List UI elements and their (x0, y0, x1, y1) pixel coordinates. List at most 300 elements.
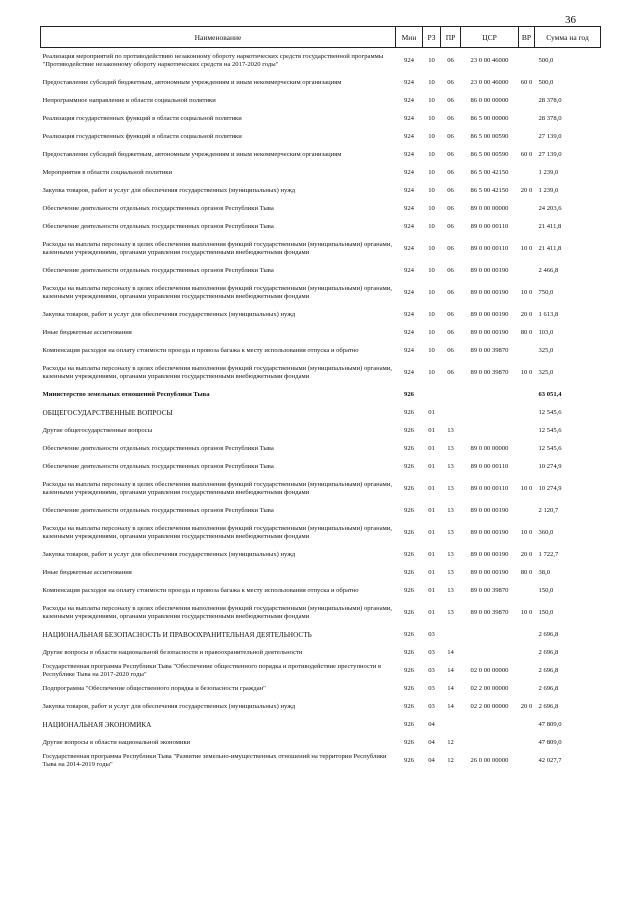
cell-pr: 06 (447, 329, 454, 336)
cell-vr (519, 626, 535, 644)
table-row (41, 734, 601, 752)
cell-rz: 10 (428, 205, 435, 212)
cell-vr: 10 0 (520, 245, 533, 252)
table-row (41, 280, 601, 306)
cell-csr: 86 5 00 00000 (470, 115, 509, 122)
cell-pr: 06 (447, 57, 454, 64)
cell-rz: 10 (428, 289, 435, 296)
cell-sum: 63 051,4 (538, 391, 562, 398)
cell-min: 926 (404, 485, 414, 492)
cell-vr (519, 128, 535, 146)
cell-vr: 20 0 (520, 551, 533, 558)
header-rz: РЗ (423, 27, 441, 48)
cell-name: Другие вопросы в области национальной экономики (42, 739, 191, 746)
cell-rz: 10 (428, 329, 435, 336)
cell-csr (461, 404, 519, 422)
cell-vr: 10 0 (520, 529, 533, 536)
cell-name: НАЦИОНАЛЬНАЯ ЭКОНОМИКА (42, 721, 152, 729)
table-row (41, 680, 601, 698)
cell-min: 924 (404, 97, 414, 104)
table-row (41, 476, 601, 502)
cell-pr: 06 (447, 289, 454, 296)
cell-pr: 14 (447, 667, 454, 674)
cell-name: Мероприятия в области социальной политики (42, 169, 172, 176)
cell-csr: 86 5 00 42150 (470, 169, 509, 176)
cell-name: Другие вопросы в области национальной безопасности и правоохранительной деятельности (42, 649, 303, 656)
table-row (41, 342, 601, 360)
cell-csr: 89 0 00 39870 (470, 587, 509, 594)
table-body (41, 48, 601, 771)
cell-rz: 10 (428, 97, 435, 104)
cell-pr: 13 (447, 609, 454, 616)
cell-pr: 06 (447, 169, 454, 176)
cell-min: 926 (404, 569, 414, 576)
cell-name: Закупка товаров, работ и услуг для обеспечения государственных (муниципальных) нужд (42, 551, 296, 558)
cell-sum: 150,0 (538, 609, 554, 616)
cell-csr (461, 716, 519, 734)
cell-vr (519, 92, 535, 110)
cell-name: Другие общегосударственные вопросы (42, 427, 153, 434)
cell-min: 926 (404, 667, 414, 674)
cell-sum: 750,0 (538, 289, 554, 296)
cell-csr: 89 0 00 00110 (470, 223, 509, 230)
table-row (41, 324, 601, 342)
cell-pr: 14 (447, 703, 454, 710)
cell-min: 924 (404, 205, 414, 212)
table-row (41, 218, 601, 236)
cell-sum: 325,0 (538, 347, 554, 354)
cell-pr: 14 (447, 685, 454, 692)
cell-name: Расходы на выплаты персоналу в целях обеспечения выполнения функций государственными (муниципальными) органами, казенными учреждениями, органами управления государственными внебюджетными фондами (42, 605, 392, 620)
table-row (41, 386, 601, 404)
cell-name: Предоставление субсидий бюджетным, автономным учреждениям и иным некоммерческим организациям (42, 79, 342, 86)
cell-sum: 38,0 (538, 569, 551, 576)
cell-sum: 21 411,8 (538, 245, 562, 252)
cell-vr: 10 0 (520, 609, 533, 616)
cell-sum: 10 274,9 (538, 463, 562, 470)
cell-name: Обеспечение деятельности отдельных государственных органов Республики Тыва (42, 445, 274, 452)
cell-pr: 06 (447, 133, 454, 140)
cell-sum: 2 696,8 (538, 685, 559, 692)
cell-csr: 02 2 00 00000 (470, 685, 509, 692)
cell-min: 924 (404, 169, 414, 176)
table-row (41, 546, 601, 564)
cell-vr (519, 110, 535, 128)
cell-pr: 13 (447, 463, 454, 470)
cell-vr: 60 0 (520, 151, 533, 158)
header-sum: Сумма на год (535, 27, 601, 48)
cell-csr: 89 0 00 00190 (470, 329, 509, 336)
cell-sum: 12 545,6 (538, 427, 562, 434)
cell-rz: 04 (428, 739, 435, 746)
cell-vr: 10 0 (520, 369, 533, 376)
cell-pr: 06 (447, 347, 454, 354)
cell-pr: 13 (447, 569, 454, 576)
cell-min: 926 (404, 587, 414, 594)
cell-pr: 06 (447, 223, 454, 230)
cell-pr: 06 (447, 151, 454, 158)
cell-vr: 80 0 (520, 329, 533, 336)
table-row (41, 422, 601, 440)
cell-pr: 06 (447, 369, 454, 376)
cell-rz: 01 (428, 569, 435, 576)
cell-sum: 103,0 (538, 329, 554, 336)
cell-min: 926 (404, 631, 414, 638)
cell-sum: 2 696,8 (538, 667, 559, 674)
cell-rz: 01 (428, 485, 435, 492)
cell-csr (461, 644, 519, 662)
table-row (41, 200, 601, 218)
cell-vr (519, 164, 535, 182)
cell-vr (519, 734, 535, 752)
cell-vr: 80 0 (520, 569, 533, 576)
header-name: Наименование (41, 27, 396, 48)
budget-table (40, 26, 601, 770)
cell-vr (519, 644, 535, 662)
cell-min: 926 (404, 409, 414, 416)
cell-vr (519, 422, 535, 440)
table-row (41, 404, 601, 422)
cell-rz (423, 386, 441, 404)
cell-name: Иные бюджетные ассигнования (42, 329, 132, 336)
cell-sum: 27 139,0 (538, 133, 562, 140)
cell-min: 924 (404, 79, 414, 86)
cell-min: 926 (404, 649, 414, 656)
cell-min: 926 (404, 445, 414, 452)
cell-csr: 89 0 00 00110 (470, 485, 509, 492)
cell-pr: 13 (447, 485, 454, 492)
cell-vr (519, 200, 535, 218)
cell-min: 924 (404, 133, 414, 140)
cell-min: 924 (404, 151, 414, 158)
cell-rz: 03 (428, 649, 435, 656)
table-row (41, 128, 601, 146)
cell-csr: 89 0 00 00190 (470, 529, 509, 536)
header-min: Мин (396, 27, 423, 48)
cell-name: Реализация мероприятий по противодействию незаконному обороту наркотических средств государственной программы "Противодействие незаконному обороту наркотических средств на 2017-2020 годы" (42, 53, 384, 68)
table-row (41, 360, 601, 386)
cell-pr: 12 (447, 739, 454, 746)
cell-vr (519, 716, 535, 734)
header-pr: ПР (441, 27, 461, 48)
cell-name: Закупка товаров, работ и услуг для обеспечения государственных (муниципальных) нужд (42, 703, 296, 710)
cell-name: Обеспечение деятельности отдельных государственных органов Республики Тыва (42, 463, 274, 470)
cell-sum: 24 203,6 (538, 205, 562, 212)
cell-name: Закупка товаров, работ и услуг для обеспечения государственных (муниципальных) нужд (42, 187, 296, 194)
cell-csr: 89 0 00 00190 (470, 569, 509, 576)
cell-csr (461, 386, 519, 404)
cell-rz: 03 (428, 685, 435, 692)
cell-min: 924 (404, 267, 414, 274)
cell-min: 924 (404, 289, 414, 296)
cell-sum: 325,0 (538, 369, 554, 376)
cell-vr (519, 48, 535, 75)
cell-name: Непрограммное направление в области социальной политики (42, 97, 216, 104)
cell-vr: 10 0 (520, 289, 533, 296)
cell-sum: 2 120,7 (538, 507, 559, 514)
cell-rz: 10 (428, 169, 435, 176)
cell-min: 926 (404, 703, 414, 710)
cell-pr: 13 (447, 529, 454, 536)
cell-pr: 13 (447, 587, 454, 594)
cell-sum: 500,0 (538, 57, 554, 64)
cell-min: 924 (404, 329, 414, 336)
cell-name: Министерство земельных отношений Республики Тыва (42, 391, 210, 398)
cell-name: НАЦИОНАЛЬНАЯ БЕЗОПАСНОСТЬ И ПРАВООХРАНИТЕЛЬНАЯ ДЕЯТЕЛЬНОСТЬ (42, 631, 312, 639)
cell-pr: 06 (447, 311, 454, 318)
cell-name: Компенсация расходов на оплату стоимости проезда и провоза багажа к месту использования отпуска и обратно (42, 347, 359, 354)
cell-rz: 01 (428, 445, 435, 452)
cell-name: Обеспечение деятельности отдельных государственных органов Республики Тыва (42, 267, 274, 274)
cell-sum: 2 696,8 (538, 631, 559, 638)
cell-pr (441, 626, 461, 644)
cell-sum: 150,0 (538, 587, 554, 594)
cell-pr: 06 (447, 79, 454, 86)
cell-min: 924 (404, 347, 414, 354)
cell-csr: 86 5 00 00590 (470, 133, 509, 140)
cell-sum: 27 139,0 (538, 151, 562, 158)
cell-rz: 10 (428, 57, 435, 64)
table-row (41, 440, 601, 458)
cell-sum: 21 411,8 (538, 223, 562, 230)
cell-csr: 23 0 00 46000 (470, 79, 509, 86)
table-row (41, 698, 601, 716)
cell-pr: 06 (447, 115, 454, 122)
cell-name: Государственная программа Республики Тыва "Развитие земельно-имущественных отношений на территории Республики Тыва на 2014-2019 годы" (42, 753, 387, 768)
cell-sum: 47 809,0 (538, 739, 562, 746)
cell-rz: 10 (428, 311, 435, 318)
cell-vr (519, 582, 535, 600)
cell-csr: 02 0 00 00000 (470, 667, 509, 674)
table-row (41, 182, 601, 200)
cell-csr: 23 0 00 46000 (470, 57, 509, 64)
table-row (41, 236, 601, 262)
cell-rz: 10 (428, 267, 435, 274)
cell-pr: 13 (447, 551, 454, 558)
cell-name: Обеспечение деятельности отдельных государственных органов Республики Тыва (42, 507, 274, 514)
cell-rz: 01 (428, 609, 435, 616)
cell-min: 926 (404, 551, 414, 558)
cell-vr: 20 0 (520, 187, 533, 194)
cell-csr: 89 0 00 00190 (470, 289, 509, 296)
cell-rz: 10 (428, 245, 435, 252)
cell-pr: 06 (447, 97, 454, 104)
cell-min: 924 (404, 187, 414, 194)
cell-csr: 86 0 00 00000 (470, 97, 509, 104)
cell-vr (519, 386, 535, 404)
cell-min: 924 (404, 311, 414, 318)
cell-sum: 47 809,0 (538, 721, 562, 728)
header-csr: ЦСР (461, 27, 519, 48)
cell-min: 926 (404, 529, 414, 536)
cell-sum: 2 466,8 (538, 267, 559, 274)
cell-vr (519, 752, 535, 770)
cell-min: 924 (404, 369, 414, 376)
cell-vr: 20 0 (520, 703, 533, 710)
cell-pr: 06 (447, 187, 454, 194)
cell-csr (461, 734, 519, 752)
cell-pr: 06 (447, 245, 454, 252)
cell-rz: 01 (428, 409, 435, 416)
cell-csr (461, 422, 519, 440)
cell-name: ОБЩЕГОСУДАРСТВЕННЫЕ ВОПРОСЫ (42, 409, 173, 417)
cell-rz: 10 (428, 347, 435, 354)
cell-csr: 02 2 00 00000 (470, 703, 509, 710)
cell-min: 924 (404, 57, 414, 64)
cell-rz: 10 (428, 369, 435, 376)
cell-name: Расходы на выплаты персоналу в целях обеспечения выполнения функций государственными (муниципальными) органами, казенными учреждениями, органами управления государственными внебюджетными фондами (42, 481, 392, 496)
cell-pr: 14 (447, 649, 454, 656)
cell-csr: 89 0 00 00190 (470, 311, 509, 318)
cell-min: 924 (404, 245, 414, 252)
cell-rz: 10 (428, 187, 435, 194)
header-vr: ВР (519, 27, 535, 48)
table-row (41, 582, 601, 600)
cell-sum: 42 027,7 (538, 757, 562, 764)
cell-name: Расходы на выплаты персоналу в целях обеспечения выполнения функций государственными (муниципальными) органами, казенными учреждениями, органами управления государственными внебюджетными фондами (42, 241, 392, 256)
cell-csr: 89 0 00 39870 (470, 369, 509, 376)
cell-rz: 01 (428, 551, 435, 558)
cell-vr (519, 262, 535, 280)
cell-rz: 01 (428, 427, 435, 434)
cell-pr (441, 386, 461, 404)
cell-sum: 12 545,6 (538, 409, 562, 416)
cell-sum: 2 696,8 (538, 649, 559, 656)
table-row (41, 92, 601, 110)
cell-rz: 10 (428, 133, 435, 140)
cell-name: Предоставление субсидий бюджетным, автономным учреждениям и иным некоммерческим организациям (42, 151, 342, 158)
cell-min: 924 (404, 223, 414, 230)
cell-csr: 89 0 00 00110 (470, 463, 509, 470)
page-number: 36 (565, 14, 576, 26)
cell-sum: 28 378,0 (538, 97, 562, 104)
cell-rz: 10 (428, 223, 435, 230)
cell-vr (519, 680, 535, 698)
cell-rz: 10 (428, 151, 435, 158)
cell-csr: 89 0 00 00190 (470, 507, 509, 514)
cell-vr (519, 404, 535, 422)
cell-rz: 03 (428, 667, 435, 674)
cell-name: Обеспечение деятельности отдельных государственных органов Республики Тыва (42, 223, 274, 230)
cell-csr (461, 626, 519, 644)
table-header-row (41, 27, 601, 48)
cell-min: 926 (404, 721, 414, 728)
cell-sum: 500,0 (538, 79, 554, 86)
cell-csr: 89 0 00 00190 (470, 551, 509, 558)
table-row (41, 752, 601, 770)
cell-pr (441, 404, 461, 422)
table-row (41, 600, 601, 626)
cell-name: Расходы на выплаты персоналу в целях обеспечения выполнения функций государственными (муниципальными) органами, казенными учреждениями, органами управления государственными внебюджетными фондами (42, 525, 392, 540)
cell-sum: 360,0 (538, 529, 554, 536)
cell-csr: 89 0 00 39870 (470, 347, 509, 354)
cell-name: Иные бюджетные ассигнования (42, 569, 132, 576)
table-row (41, 146, 601, 164)
cell-csr: 89 0 00 00000 (470, 205, 509, 212)
cell-csr: 89 0 00 00190 (470, 267, 509, 274)
table-row (41, 662, 601, 680)
cell-min: 926 (404, 507, 414, 514)
table-row (41, 644, 601, 662)
cell-rz: 10 (428, 79, 435, 86)
cell-vr (519, 662, 535, 680)
cell-name: Расходы на выплаты персоналу в целях обеспечения выполнения функций государственными (муниципальными) органами, казенными учреждениями, органами управления государственными внебюджетными фондами (42, 365, 392, 380)
cell-csr: 89 0 00 39870 (470, 609, 509, 616)
cell-min: 926 (404, 391, 414, 398)
table-row (41, 262, 601, 280)
cell-min: 926 (404, 427, 414, 434)
cell-rz: 01 (428, 587, 435, 594)
cell-min: 926 (404, 685, 414, 692)
cell-pr: 12 (447, 757, 454, 764)
cell-vr (519, 458, 535, 476)
cell-sum: 12 545,6 (538, 445, 562, 452)
cell-csr: 86 5 00 00590 (470, 151, 509, 158)
cell-vr: 10 0 (520, 485, 533, 492)
cell-csr: 26 0 00 00000 (470, 757, 509, 764)
cell-name: Реализация государственных функций в области социальной политики (42, 115, 242, 122)
cell-name: Реализация государственных функций в области социальной политики (42, 133, 242, 140)
cell-vr (519, 502, 535, 520)
cell-csr: 89 0 00 00000 (470, 445, 509, 452)
cell-pr: 13 (447, 445, 454, 452)
cell-name: Расходы на выплаты персоналу в целях обеспечения выполнения функций государственными (муниципальными) органами, казенными учреждениями, органами управления государственными внебюджетными фондами (42, 285, 392, 300)
table-row (41, 458, 601, 476)
cell-min: 926 (404, 757, 414, 764)
cell-vr (519, 342, 535, 360)
cell-vr: 20 0 (520, 311, 533, 318)
cell-csr: 89 0 00 00110 (470, 245, 509, 252)
cell-vr (519, 440, 535, 458)
cell-csr: 86 5 00 42150 (470, 187, 509, 194)
cell-rz: 01 (428, 463, 435, 470)
cell-rz: 04 (428, 757, 435, 764)
cell-min: 926 (404, 463, 414, 470)
table-row (41, 164, 601, 182)
cell-pr: 06 (447, 205, 454, 212)
cell-sum: 2 696,8 (538, 703, 559, 710)
table-row (41, 306, 601, 324)
cell-sum: 10 274,9 (538, 485, 562, 492)
cell-pr (441, 716, 461, 734)
table-row (41, 48, 601, 75)
table-row (41, 74, 601, 92)
cell-rz: 01 (428, 507, 435, 514)
cell-min: 926 (404, 739, 414, 746)
cell-sum: 1 613,8 (538, 311, 559, 318)
cell-name: Подпрограмма "Обеспечение общественного порядка и безопасности граждан" (42, 685, 266, 692)
cell-name: Закупка товаров, работ и услуг для обеспечения государственных (муниципальных) нужд (42, 311, 296, 318)
cell-sum: 28 378,0 (538, 115, 562, 122)
cell-sum: 1 239,0 (538, 169, 559, 176)
cell-rz: 01 (428, 529, 435, 536)
cell-name: Обеспечение деятельности отдельных государственных органов Республики Тыва (42, 205, 274, 212)
table-row (41, 626, 601, 644)
table-row (41, 110, 601, 128)
cell-vr (519, 218, 535, 236)
table-row (41, 520, 601, 546)
cell-rz: 10 (428, 115, 435, 122)
cell-rz: 04 (428, 721, 435, 728)
cell-rz: 03 (428, 703, 435, 710)
cell-sum: 1 722,7 (538, 551, 559, 558)
table-row (41, 502, 601, 520)
table-row (41, 716, 601, 734)
cell-min: 924 (404, 115, 414, 122)
cell-name: Компенсация расходов на оплату стоимости проезда и провоза багажа к месту использования отпуска и обратно (42, 587, 359, 594)
cell-pr: 06 (447, 267, 454, 274)
cell-vr: 60 0 (520, 79, 533, 86)
